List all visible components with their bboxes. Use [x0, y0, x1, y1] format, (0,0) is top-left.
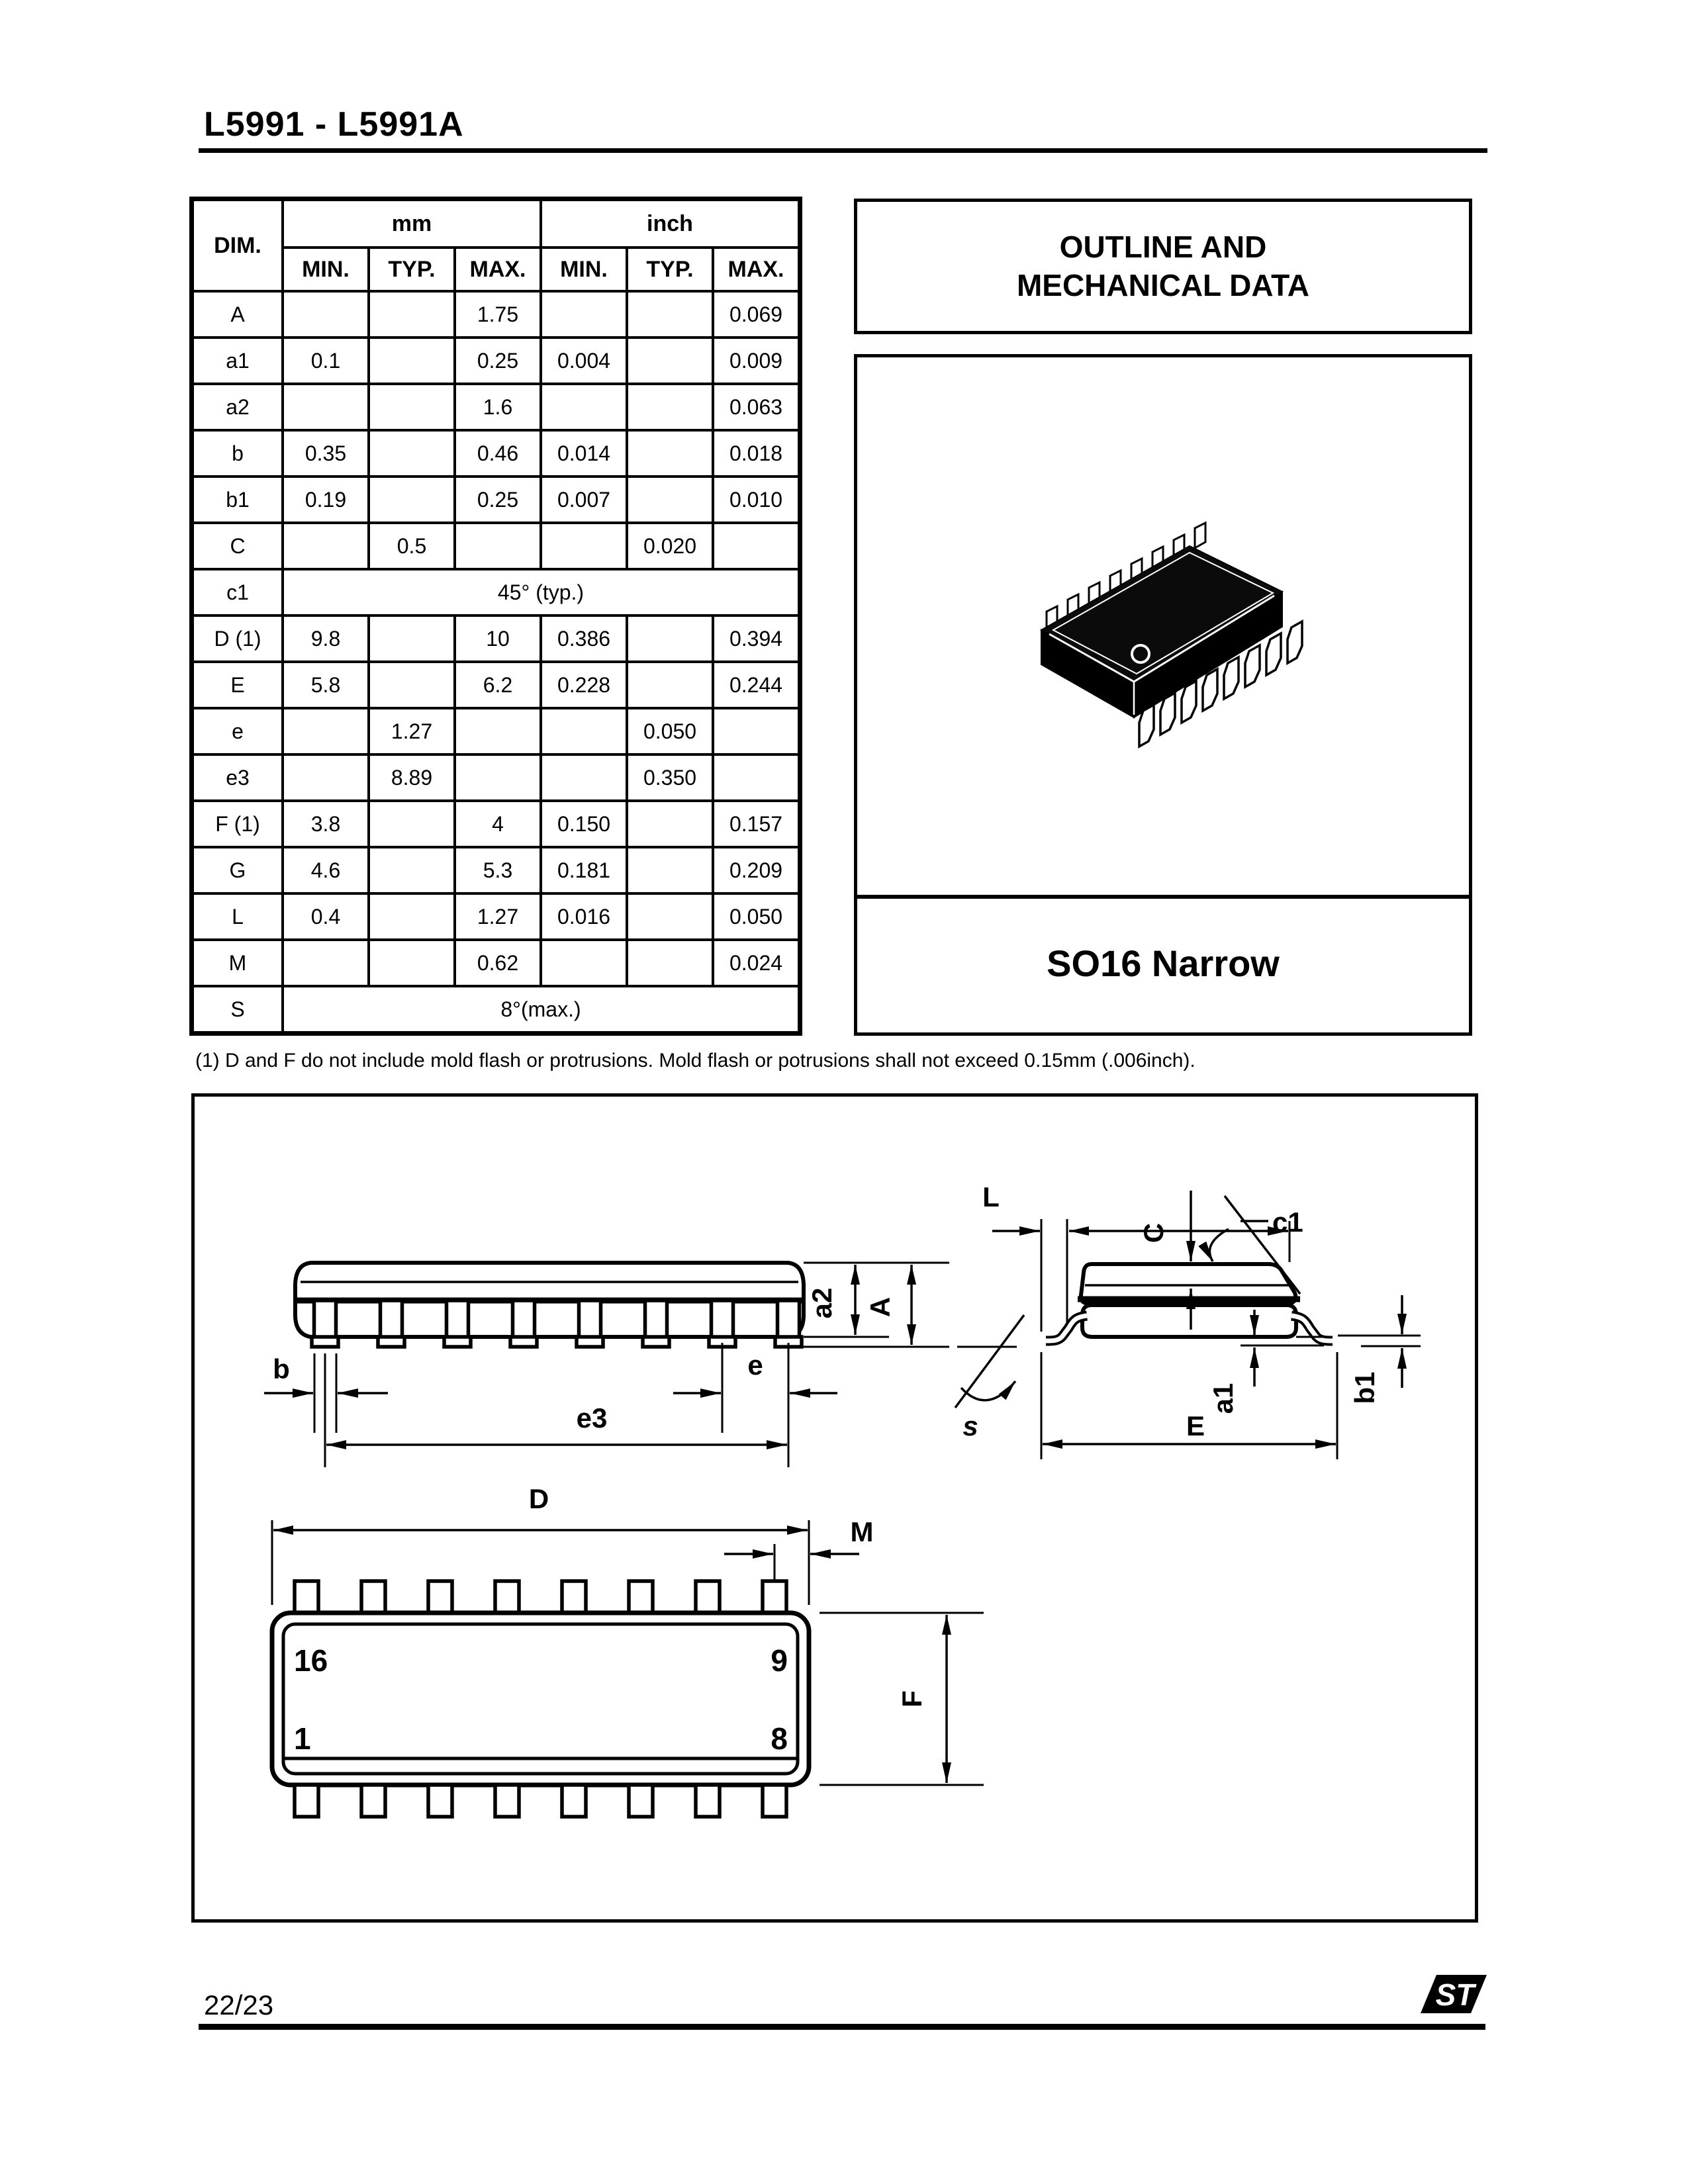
- dim-row-label: b: [193, 430, 283, 477]
- package-name: SO16 Narrow: [1047, 942, 1280, 984]
- dim-value-cell: [283, 384, 369, 430]
- dim-row-label: L: [193, 893, 283, 940]
- dim-value-cell: [541, 754, 627, 801]
- dim-value-cell: [283, 708, 369, 754]
- package-box: [854, 354, 1472, 1036]
- dim-value-cell: 0.25: [455, 338, 541, 384]
- dim-value-cell: 1.27: [455, 893, 541, 940]
- dim-label-c1: c1: [1272, 1206, 1303, 1238]
- table-row: [193, 291, 799, 338]
- dim-value-cell: 0.014: [541, 430, 627, 477]
- dim-row-label: S: [193, 986, 283, 1032]
- dim-value-cell: 6.2: [455, 662, 541, 708]
- dim-value-cell: 0.018: [713, 430, 799, 477]
- end-view: [955, 1181, 1421, 1459]
- dim-value-cell: [541, 708, 627, 754]
- dim-label-a2: a2: [806, 1287, 837, 1319]
- dim-value-cell: [627, 384, 713, 430]
- outline-title-line1: OUTLINE AND: [1059, 230, 1267, 264]
- dim-value-cell: [455, 708, 541, 754]
- col-header-min-inch: MIN.: [541, 248, 627, 291]
- table-row: [193, 708, 799, 754]
- dim-row-label: e3: [193, 754, 283, 801]
- table-row: [193, 847, 799, 893]
- dim-value-cell: 5.3: [455, 847, 541, 893]
- dim-value-cell: 0.050: [627, 708, 713, 754]
- dim-value-cell: 0.244: [713, 662, 799, 708]
- dim-value-cell: [283, 940, 369, 986]
- dim-label-L: L: [982, 1181, 1000, 1212]
- dim-value-cell: [369, 384, 455, 430]
- top-view: [272, 1483, 984, 1817]
- footer-rule: [199, 2024, 1485, 2030]
- dim-value-cell: [369, 338, 455, 384]
- col-header-typ-mm: TYP.: [369, 248, 455, 291]
- st-logo-text: ST: [1435, 1978, 1475, 2012]
- dim-span-value: 8°(max.): [283, 986, 799, 1032]
- dim-value-cell: 0.181: [541, 847, 627, 893]
- dim-label-C: C: [1138, 1222, 1169, 1244]
- dim-value-cell: [713, 754, 799, 801]
- col-header-dim: DIM.: [193, 200, 283, 291]
- table-row: [193, 569, 799, 615]
- table-row: [193, 940, 799, 986]
- dim-value-cell: [369, 615, 455, 662]
- dim-span-value: 45° (typ.): [283, 569, 799, 615]
- st-logo: [1419, 1972, 1488, 2024]
- mechanical-drawing: [195, 1097, 1475, 1919]
- dim-value-cell: [627, 801, 713, 847]
- table-row: [193, 754, 799, 801]
- dim-value-cell: [627, 338, 713, 384]
- dim-value-cell: [627, 477, 713, 523]
- mechanical-drawing-box: [191, 1093, 1478, 1923]
- dim-value-cell: 0.050: [713, 893, 799, 940]
- dim-row-label: a2: [193, 384, 283, 430]
- dim-value-cell: 0.228: [541, 662, 627, 708]
- pin-number-9: 9: [771, 1643, 788, 1678]
- dim-value-cell: [283, 754, 369, 801]
- dim-row-label: M: [193, 940, 283, 986]
- dim-value-cell: [455, 754, 541, 801]
- dim-row-label: A: [193, 291, 283, 338]
- table-row: [193, 893, 799, 940]
- package-3d-image: [957, 483, 1374, 774]
- dim-value-cell: 0.25: [455, 477, 541, 523]
- dim-value-cell: [369, 291, 455, 338]
- dim-value-cell: 1.6: [455, 384, 541, 430]
- header-rule: [199, 148, 1487, 153]
- dim-value-cell: [541, 523, 627, 569]
- dim-value-cell: 0.35: [283, 430, 369, 477]
- dim-value-cell: 0.4: [283, 893, 369, 940]
- table-row: [193, 384, 799, 430]
- dim-value-cell: [283, 523, 369, 569]
- dim-label-e: e: [747, 1349, 763, 1381]
- package-body: [1041, 546, 1282, 717]
- dim-value-cell: [369, 940, 455, 986]
- dim-value-cell: 0.1: [283, 338, 369, 384]
- top-view-pins-top: [295, 1581, 786, 1613]
- dim-value-cell: 0.024: [713, 940, 799, 986]
- table-row: [193, 523, 799, 569]
- dim-label-a1: a1: [1207, 1383, 1239, 1414]
- dim-value-cell: 0.007: [541, 477, 627, 523]
- dim-value-cell: 0.069: [713, 291, 799, 338]
- col-header-max-mm: MAX.: [455, 248, 541, 291]
- dim-value-cell: 5.8: [283, 662, 369, 708]
- table-row: [193, 801, 799, 847]
- dim-value-cell: [627, 430, 713, 477]
- dim-row-label: a1: [193, 338, 283, 384]
- pin-number-16: 16: [294, 1643, 328, 1678]
- dim-value-cell: 0.157: [713, 801, 799, 847]
- dim-value-cell: [627, 847, 713, 893]
- dim-value-cell: 0.016: [541, 893, 627, 940]
- table-row: [193, 430, 799, 477]
- dim-value-cell: [369, 477, 455, 523]
- dim-value-cell: [627, 662, 713, 708]
- dim-value-cell: 0.394: [713, 615, 799, 662]
- dim-value-cell: 9.8: [283, 615, 369, 662]
- dim-row-label: C: [193, 523, 283, 569]
- dim-row-label: G: [193, 847, 283, 893]
- table-row: [193, 986, 799, 1032]
- dim-value-cell: 0.5: [369, 523, 455, 569]
- dim-value-cell: 3.8: [283, 801, 369, 847]
- top-view-pins-bottom: [295, 1785, 786, 1817]
- dim-label-b1: b1: [1349, 1371, 1380, 1404]
- dim-label-F: F: [896, 1690, 927, 1707]
- dim-value-cell: 0.063: [713, 384, 799, 430]
- dim-value-cell: 0.009: [713, 338, 799, 384]
- dim-value-cell: [369, 893, 455, 940]
- table-row: [193, 662, 799, 708]
- dim-value-cell: [541, 291, 627, 338]
- outline-title-box: [854, 199, 1472, 334]
- dim-value-cell: [541, 384, 627, 430]
- dim-value-cell: [627, 615, 713, 662]
- dim-label-s: s: [962, 1410, 978, 1441]
- dim-value-cell: [627, 893, 713, 940]
- dim-value-cell: [713, 708, 799, 754]
- dim-value-cell: 0.62: [455, 940, 541, 986]
- dim-value-cell: 0.004: [541, 338, 627, 384]
- pin-number-1: 1: [294, 1721, 311, 1756]
- dim-value-cell: 4: [455, 801, 541, 847]
- dim-value-cell: 0.46: [455, 430, 541, 477]
- dim-value-cell: 1.27: [369, 708, 455, 754]
- dim-value-cell: [455, 523, 541, 569]
- dim-value-cell: [627, 940, 713, 986]
- package-image-panel: [857, 357, 1469, 899]
- col-header-max-inch: MAX.: [713, 248, 799, 291]
- dim-row-label: F (1): [193, 801, 283, 847]
- side-view: [264, 1263, 949, 1467]
- dim-value-cell: [369, 662, 455, 708]
- dim-value-cell: 0.386: [541, 615, 627, 662]
- dim-value-cell: 0.010: [713, 477, 799, 523]
- dim-row-label: c1: [193, 569, 283, 615]
- group-header-mm: mm: [283, 200, 541, 248]
- dim-value-cell: 0.19: [283, 477, 369, 523]
- dim-value-cell: [713, 523, 799, 569]
- dim-value-cell: [283, 291, 369, 338]
- dim-label-M: M: [850, 1516, 874, 1547]
- outline-title-line2: MECHANICAL DATA: [1016, 267, 1310, 302]
- dimension-table: [191, 199, 800, 1034]
- table-row: [193, 615, 799, 662]
- dim-label-A: A: [865, 1297, 896, 1318]
- dim-label-E: E: [1186, 1410, 1205, 1441]
- dim-value-cell: [541, 940, 627, 986]
- dim-table-body: [193, 291, 799, 1032]
- dim-value-cell: 0.150: [541, 801, 627, 847]
- dim-value-cell: [369, 801, 455, 847]
- col-header-typ-inch: TYP.: [627, 248, 713, 291]
- dim-value-cell: 10: [455, 615, 541, 662]
- group-header-inch: inch: [541, 200, 799, 248]
- dim-value-cell: 1.75: [455, 291, 541, 338]
- dim-value-cell: 0.350: [627, 754, 713, 801]
- dim-row-label: b1: [193, 477, 283, 523]
- dim-value-cell: 4.6: [283, 847, 369, 893]
- page-title: L5991 - L5991A: [204, 105, 464, 144]
- table-row: [193, 338, 799, 384]
- dim-row-label: D (1): [193, 615, 283, 662]
- dim-value-cell: 8.89: [369, 754, 455, 801]
- dim-row-label: e: [193, 708, 283, 754]
- dim-value-cell: [627, 291, 713, 338]
- dim-label-D: D: [528, 1483, 549, 1514]
- pin-number-8: 8: [771, 1721, 788, 1756]
- col-header-min-mm: MIN.: [283, 248, 369, 291]
- dim-value-cell: [369, 847, 455, 893]
- dim-label-e3: e3: [576, 1402, 608, 1433]
- dim-label-b: b: [273, 1353, 290, 1385]
- dim-row-label: E: [193, 662, 283, 708]
- page-number: 22/23: [204, 1989, 274, 2021]
- dim-value-cell: 0.020: [627, 523, 713, 569]
- table-row: [193, 477, 799, 523]
- dim-value-cell: 0.209: [713, 847, 799, 893]
- dim-value-cell: [369, 430, 455, 477]
- footnote: (1) D and F do not include mold flash or protrusions. Mold flash or potrusions shall not exceed 0.15mm (.006inch).: [195, 1050, 1196, 1071]
